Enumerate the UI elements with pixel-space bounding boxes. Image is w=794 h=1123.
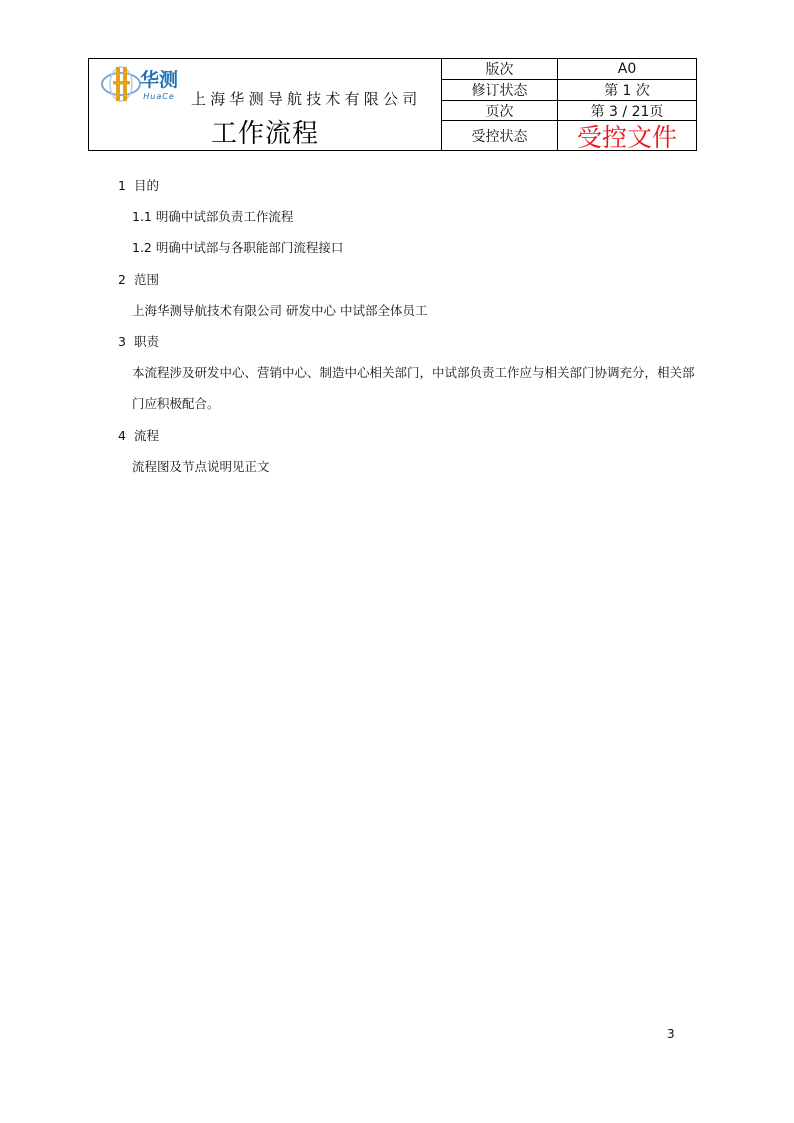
- control-status-value: [558, 121, 696, 150]
- logo-text: 华测: [139, 69, 179, 91]
- section-4-line-1: 流程图及节点说明见正文: [132, 459, 270, 474]
- controlled-document-stamp: 受控文件: [576, 122, 677, 152]
- section-3-line-2: 门应积极配合。: [132, 396, 220, 411]
- page-number: 3: [667, 1027, 675, 1041]
- page-label: 页次: [442, 101, 558, 120]
- header-row-revision: [442, 80, 696, 101]
- section-title: 范围: [133, 272, 159, 287]
- section-title: 流程: [133, 428, 159, 443]
- section-number: 3: [118, 334, 126, 349]
- section-title: 职责: [133, 334, 159, 349]
- section-title: 目的: [133, 178, 159, 193]
- revision-label: 修订状态: [442, 80, 558, 100]
- control-status-label: 受控状态: [442, 121, 558, 150]
- section-1-line-2: 1.2 明确中试部与各职能部门流程接口: [132, 240, 344, 255]
- header-info-grid: [442, 59, 696, 150]
- revision-value: 第 1 次: [604, 83, 650, 99]
- header-row-control: [442, 121, 696, 150]
- section-1-heading: [118, 176, 159, 194]
- header-left-cell: [89, 59, 442, 150]
- section-3-line-1: 本流程涉及研发中心、营销中心、制造中心相关部门，中试部负责工作应与相关部门协调充分，相关部: [132, 365, 695, 380]
- document-header-table: [88, 58, 697, 151]
- section-4-heading: [118, 426, 159, 444]
- document-title: 工作流程: [211, 119, 320, 149]
- section-2-heading: [118, 270, 159, 288]
- company-logo: [99, 64, 185, 104]
- company-name: 上海华测导航技术有限公司: [191, 90, 422, 108]
- logo-crossbar: [113, 81, 130, 85]
- section-number: 2: [118, 272, 126, 287]
- section-number: 4: [118, 428, 126, 443]
- section-2-line-1: 上海华测导航技术有限公司 研发中心 中试部全体员工: [132, 303, 428, 318]
- page-value: 第 3 / 21页: [590, 103, 664, 120]
- version-label: 版次: [442, 59, 558, 79]
- logo-subtext: HuaCe: [143, 92, 175, 101]
- section-3-heading: [118, 332, 159, 350]
- version-value: A0: [617, 61, 637, 77]
- section-number: 1: [118, 178, 126, 193]
- section-1-line-1: 1.1 明确中试部负责工作流程: [132, 209, 294, 224]
- header-row-version: [442, 59, 696, 80]
